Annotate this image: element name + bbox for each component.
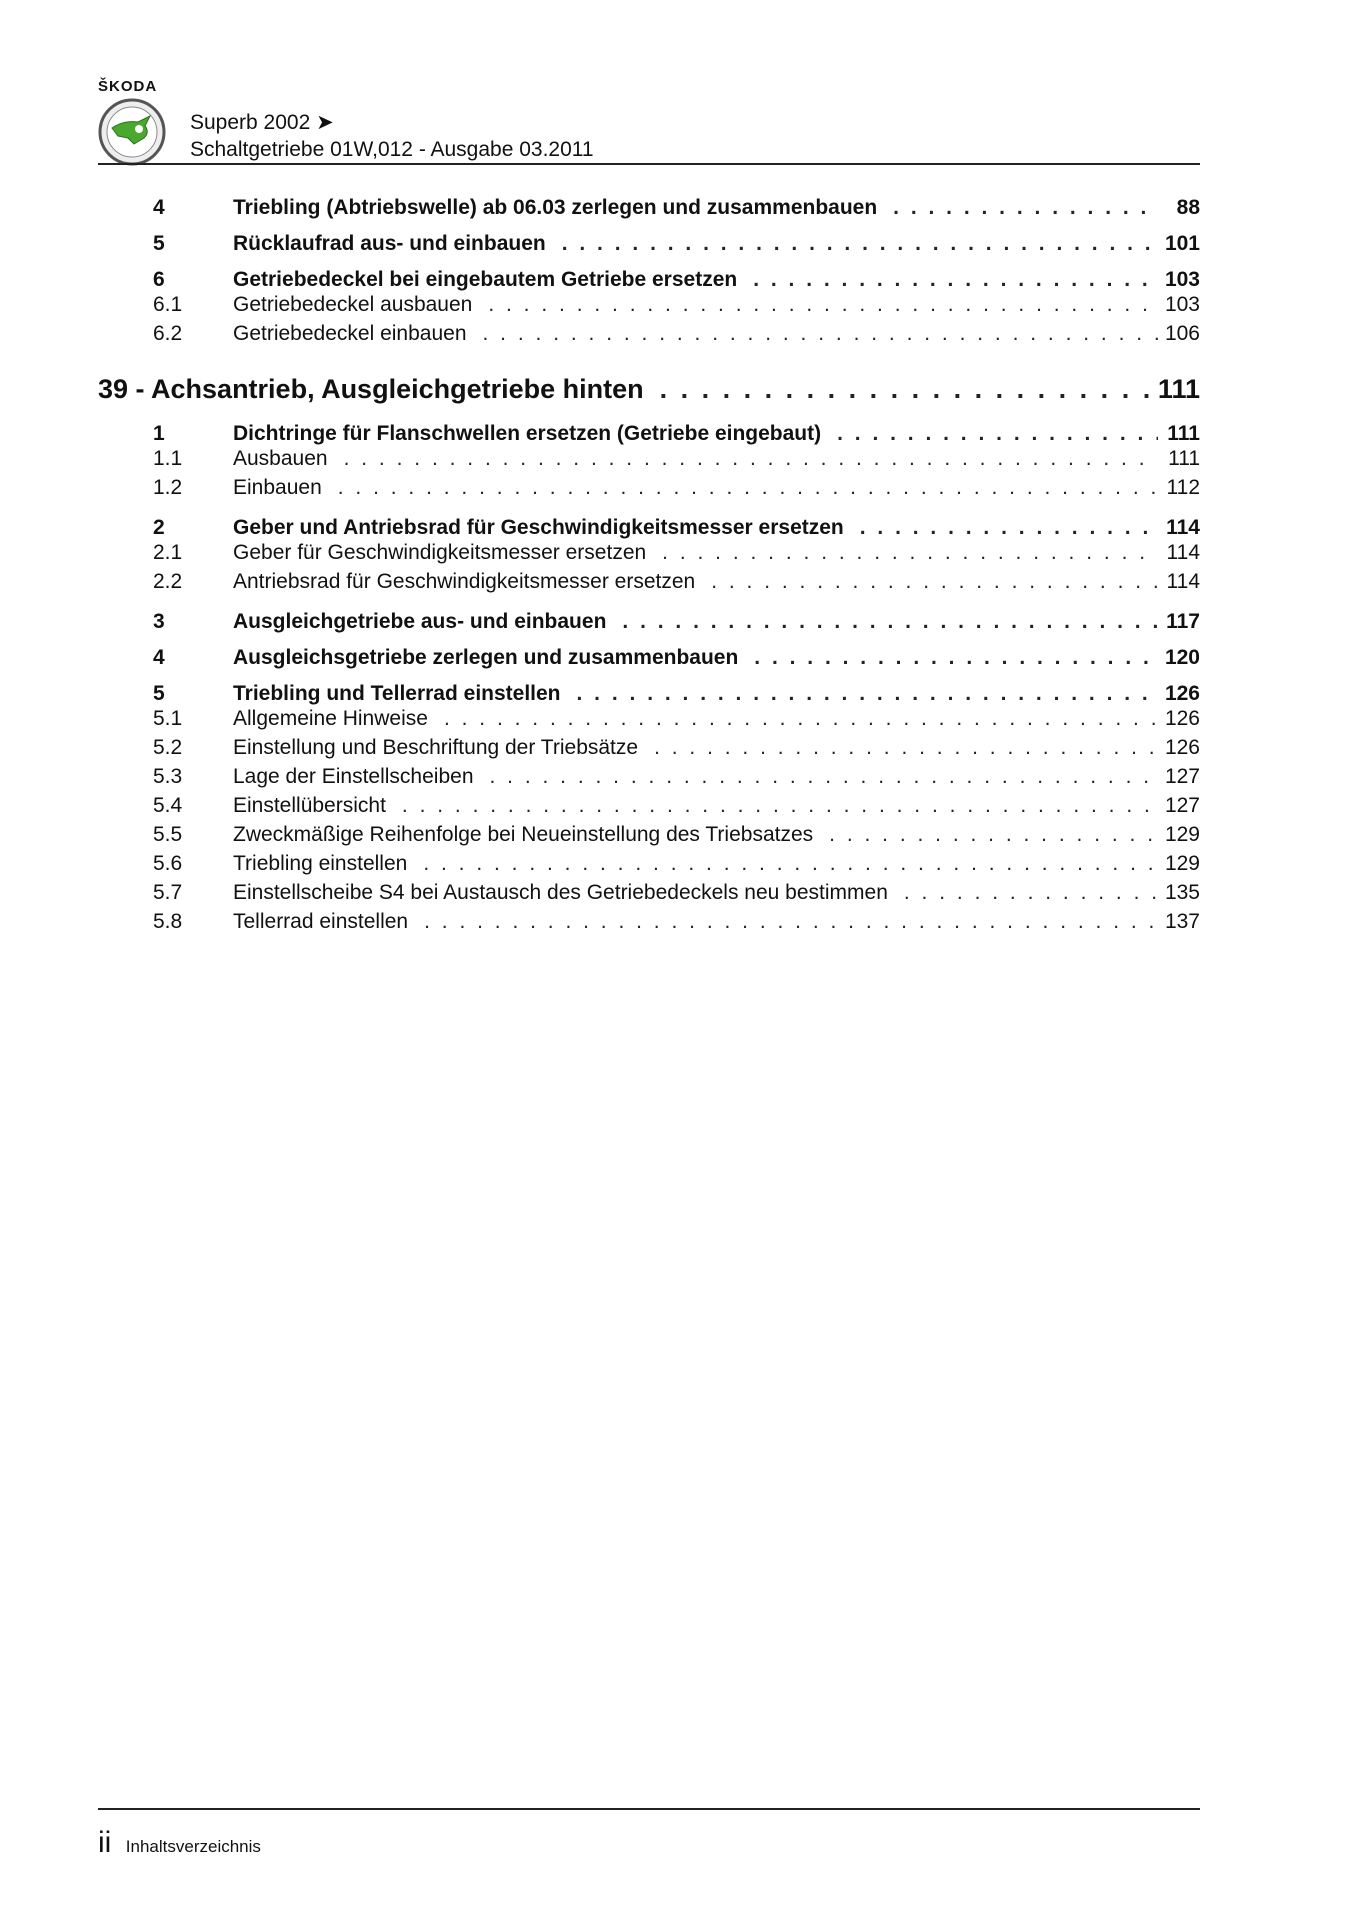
toc-number: 1: [153, 422, 165, 445]
toc-row[interactable]: [98, 682, 1200, 707]
toc-page-number: 111: [1167, 422, 1200, 445]
toc-title: Einstellung und Beschriftung der Triebsätze: [233, 736, 639, 759]
toc-row[interactable]: [98, 268, 1200, 293]
page-header: [98, 78, 1200, 164]
toc-number: 5.2: [153, 736, 183, 759]
toc-row[interactable]: [98, 516, 1200, 541]
toc-page-number: 101: [1164, 232, 1200, 255]
toc-leader-dots: [423, 852, 1158, 876]
toc-row[interactable]: [98, 541, 1200, 570]
toc-number: 6: [153, 268, 165, 291]
toc-title: Getriebedeckel ausbauen: [233, 293, 473, 316]
toc-number: 6.1: [153, 293, 183, 316]
toc-title: Einbauen: [233, 476, 322, 499]
toc-leader-dots: [402, 794, 1158, 818]
toc-row[interactable]: [98, 322, 1200, 351]
toc-number: 4: [153, 646, 165, 669]
header-divider: [98, 163, 1200, 165]
toc-leader-dots: [488, 293, 1158, 317]
skoda-logo-icon: [98, 98, 166, 166]
toc-title: Ausgleichgetriebe aus- und einbauen: [233, 610, 607, 633]
toc-row[interactable]: [98, 232, 1200, 257]
toc-leader-dots: [622, 610, 1158, 634]
toc-leader-dots: [837, 422, 1158, 446]
toc-leader-dots: [662, 541, 1158, 565]
page-number: ii: [98, 1826, 112, 1859]
toc-row[interactable]: [98, 823, 1200, 852]
toc-title: Ausbauen: [233, 447, 328, 470]
toc-title: Triebling einstellen: [233, 852, 408, 875]
toc-leader-dots: [490, 765, 1159, 789]
toc-title: Tellerrad einstellen: [233, 910, 409, 933]
toc-row[interactable]: [98, 610, 1200, 635]
toc-leader-dots: [860, 516, 1158, 540]
footer-label: Inhaltsverzeichnis: [125, 1837, 261, 1856]
toc-page-number: 126: [1164, 682, 1200, 705]
toc-title: Rücklaufrad aus- und einbauen: [233, 232, 546, 255]
toc-page-number: 114: [1166, 516, 1200, 539]
toc-page-number: 114: [1166, 570, 1200, 593]
toc-page-number: 112: [1166, 476, 1200, 499]
toc-page-number: 120: [1164, 646, 1200, 669]
toc-page-number: 111: [1168, 447, 1200, 470]
page-footer: [98, 1826, 261, 1860]
toc-title: Antriebsrad für Geschwindigkeitsmesser ersetzen: [233, 570, 696, 593]
toc-page-number: 111: [1157, 373, 1200, 404]
toc-page-number: 127: [1164, 765, 1200, 788]
table-of-contents: [98, 196, 1200, 939]
toc-page-number: 129: [1164, 852, 1200, 875]
toc-number: 2.2: [153, 570, 183, 593]
toc-page-number: 127: [1164, 794, 1200, 817]
toc-title: Einstellübersicht: [233, 794, 386, 817]
toc-leader-dots: [344, 447, 1158, 471]
document-subtitle: Schaltgetriebe 01W,012 - Ausgabe 03.2011: [190, 138, 594, 161]
toc-title: Dichtringe für Flanschwellen ersetzen (Getriebe eingebaut): [233, 422, 822, 445]
toc-leader-dots: [660, 374, 1152, 405]
toc-number: 2: [153, 516, 165, 539]
toc-leader-dots: [444, 707, 1158, 731]
toc-page-number: 103: [1164, 293, 1200, 316]
toc-leader-dots: [753, 268, 1158, 292]
toc-row[interactable]: [98, 794, 1200, 823]
toc-row[interactable]: [98, 910, 1200, 939]
toc-title: 39 - Achsantrieb, Ausgleichgetriebe hinten: [98, 373, 644, 404]
toc-title: Allgemeine Hinweise: [233, 707, 428, 730]
toc-leader-dots: [829, 823, 1158, 847]
toc-number: 4: [153, 196, 165, 219]
toc-row[interactable]: [98, 293, 1200, 322]
toc-page-number: 114: [1166, 541, 1200, 564]
toc-leader-dots: [562, 232, 1158, 256]
toc-leader-dots: [483, 322, 1158, 346]
toc-number: 2.1: [153, 541, 183, 564]
toc-page-number: 137: [1164, 910, 1200, 933]
toc-row[interactable]: [98, 646, 1200, 671]
toc-row[interactable]: [98, 447, 1200, 476]
document-title: Superb 2002 ➤: [190, 111, 334, 134]
footer-divider: [98, 1808, 1200, 1810]
toc-chapter-row[interactable]: [98, 367, 1200, 411]
toc-number: 5: [153, 232, 165, 255]
toc-page-number: 103: [1164, 268, 1200, 291]
toc-row[interactable]: [98, 765, 1200, 794]
toc-title: Geber für Geschwindigkeitsmesser ersetzen: [233, 541, 647, 564]
toc-row[interactable]: [98, 881, 1200, 910]
toc-number: 5.6: [153, 852, 183, 875]
toc-leader-dots: [711, 570, 1158, 594]
toc-page-number: 106: [1164, 322, 1200, 345]
toc-number: 5: [153, 682, 165, 705]
toc-title: Einstellscheibe S4 bei Austausch des Getriebedeckels neu bestimmen: [233, 881, 888, 904]
toc-row[interactable]: [98, 476, 1200, 505]
toc-number: 6.2: [153, 322, 183, 345]
toc-leader-dots: [577, 682, 1158, 706]
toc-row[interactable]: [98, 707, 1200, 736]
toc-number: 1.1: [153, 447, 183, 470]
toc-page-number: 117: [1166, 610, 1200, 633]
toc-leader-dots: [893, 196, 1158, 220]
toc-page-number: 129: [1164, 823, 1200, 846]
toc-page-number: 126: [1164, 707, 1200, 730]
toc-number: 1.2: [153, 476, 183, 499]
toc-leader-dots: [754, 646, 1158, 670]
toc-title: Getriebedeckel einbauen: [233, 322, 467, 345]
brand-wordmark: ŠKODA: [98, 78, 158, 95]
toc-leader-dots: [654, 736, 1158, 760]
toc-leader-dots: [904, 881, 1158, 905]
toc-title: Lage der Einstellscheiben: [233, 765, 474, 788]
toc-title: Triebling und Tellerrad einstellen: [233, 682, 561, 705]
toc-title: Triebling (Abtriebswelle) ab 06.03 zerlegen und zusammenbauen: [233, 196, 878, 219]
toc-page-number: 126: [1164, 736, 1200, 759]
toc-number: 3: [153, 610, 165, 633]
toc-title: Ausgleichsgetriebe zerlegen und zusammenbauen: [233, 646, 739, 669]
toc-row[interactable]: [98, 196, 1200, 221]
toc-leader-dots: [424, 910, 1158, 934]
toc-row[interactable]: [98, 736, 1200, 765]
toc-title: Geber und Antriebsrad für Geschwindigkeitsmesser ersetzen: [233, 516, 844, 539]
toc-number: 5.3: [153, 765, 183, 788]
toc-page-number: 88: [1176, 196, 1200, 219]
toc-number: 5.1: [153, 707, 183, 730]
toc-row[interactable]: [98, 570, 1200, 599]
toc-leader-dots: [338, 476, 1158, 500]
toc-number: 5.7: [153, 881, 183, 904]
toc-number: 5.4: [153, 794, 183, 817]
toc-row[interactable]: [98, 422, 1200, 447]
toc-number: 5.8: [153, 910, 183, 933]
toc-title: Zweckmäßige Reihenfolge bei Neueinstellung des Triebsatzes: [233, 823, 814, 846]
toc-page-number: 135: [1164, 881, 1200, 904]
toc-number: 5.5: [153, 823, 183, 846]
toc-title: Getriebedeckel bei eingebautem Getriebe ersetzen: [233, 268, 738, 291]
toc-row[interactable]: [98, 852, 1200, 881]
